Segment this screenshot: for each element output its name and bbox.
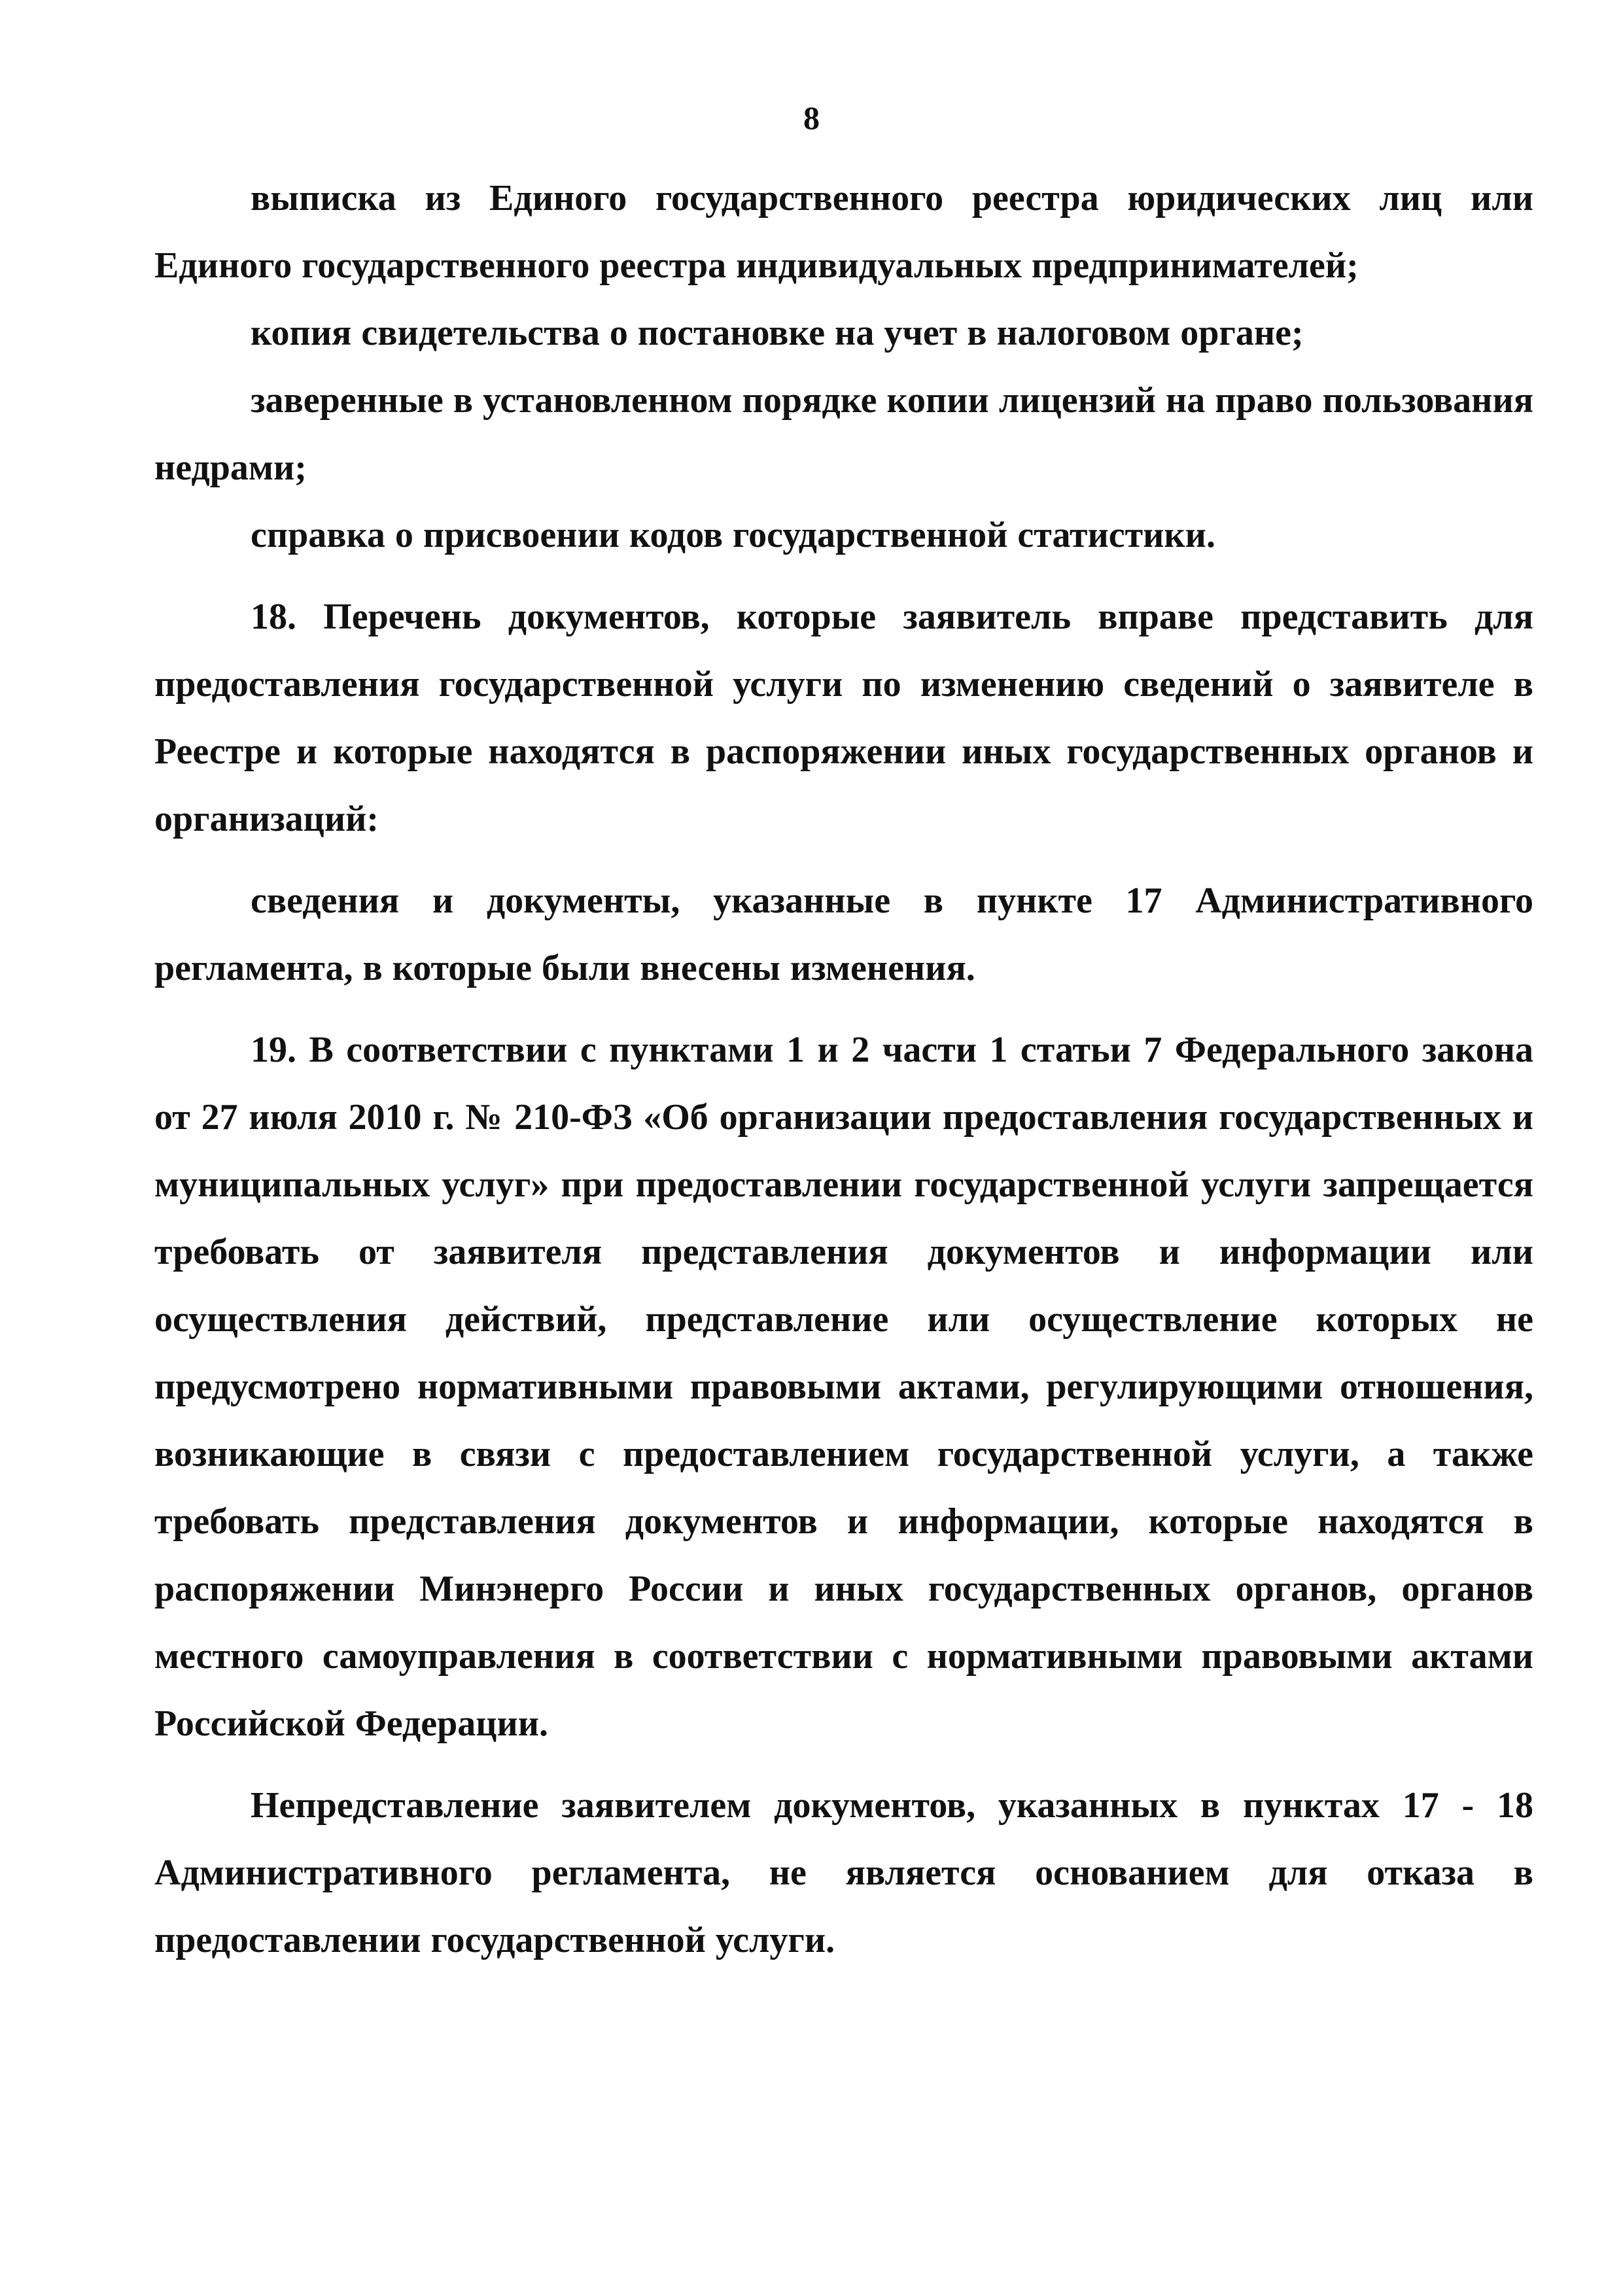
paragraph-egrul-extract: выписка из Единого государственного реестра юридических лиц или Единого государственного реестра индивидуальных предпринимателей;: [154, 178, 1533, 286]
paragraph-item-19: 19. В соответствии с пунктами 1 и 2 части 1 статьи 7 Федерального закона от 27 июля 2010 г. № 210-ФЗ «Об организации предоставления государственных и муниципальных услуг» при предоставлении государственной услуги запрещается требовать от заявителя представления документов и информации или осуществления действий, представление или осуществление которых не предусмотрено нормативными правовыми актами, регулирующими отношения, возникающие в связи с предоставлением государственной услуги, а также требовать представления документов и информации, которые находятся в распоряжении Минэнерго России и иных государственных органов, органов местного самоуправления в соответствии с нормативными правовыми актами Российской Федерации.: [154, 1030, 1533, 1744]
page-number: 8: [803, 99, 820, 136]
paragraph-non-submission: Непредставление заявителем документов, указанных в пунктах 17 - 18 Административного регламента, не является основанием для отказа в предоставлении государственной услуги.: [154, 1785, 1533, 1960]
paragraph-subsoil-licenses: заверенные в установленном порядке копии лицензий на право пользования недрами;: [154, 380, 1533, 488]
paragraph-tax-registration-copy: копия свидетельства о постановке на учет в налоговом органе;: [251, 313, 1304, 353]
paragraph-item-18-details: сведения и документы, указанные в пункте 17 Административного регламента, в которые были внесены изменения.: [154, 880, 1533, 988]
document-body: [154, 165, 1533, 1974]
paragraph-statistics-codes: справка о присвоении кодов государственной статистики.: [251, 515, 1215, 555]
paragraph-item-18: 18. Перечень документов, которые заявитель вправе представить для предоставления государственной услуги по изменению сведений о заявителе в Реестре и которые находятся в распоряжении иных государственных органов и организаций:: [154, 597, 1533, 839]
